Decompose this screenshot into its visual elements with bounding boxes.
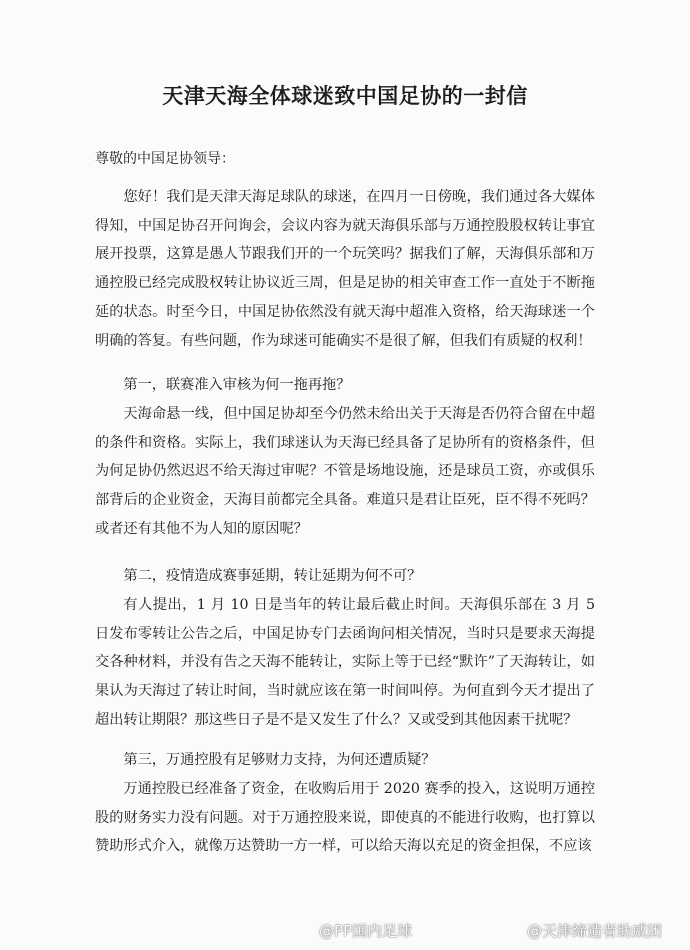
section-heading-1: 第一，联赛准入审核为何一拖再拖？ bbox=[123, 377, 351, 393]
watermark-left-text: @PP国内足球 bbox=[319, 922, 413, 940]
section-heading-2: 第二，疫情造成赛事延期，转让延期为何不可？ bbox=[123, 568, 422, 584]
watermark-right bbox=[503, 920, 662, 941]
section-paragraph-2: 有人提出，1 月 10 日是当年的转让最后截止时间。天海俱乐部在 3 月 5 日发布零转让公告之后，中国足协专门去函询问相关情况，当时只是要求天海提交各种材料，并没有告之天海不能转让，实际上等于已经“默许”了天海转让，如果认为天海过了转让时间，当时就应该在第一时间叫停。为何直到今天才提出了超出转让期限？那这些日子是不是又发生了什么？又或受到其他因素干扰呢？ bbox=[95, 597, 595, 728]
weibo-icon bbox=[503, 923, 523, 939]
letter-title: 天津天海全体球迷致中国足协的一封信 bbox=[162, 84, 528, 108]
watermark-right-text: @天津缔造者助威团 bbox=[527, 922, 663, 940]
section-paragraph-1: 天海命悬一线，但中国足协却至今仍然未给出关于天海是否仍符合留在中超的条件和资格。实际上，我们球迷认为天海已经具备了足协所有的资格条件，但为何足协仍然迟迟不给天海过审呢？不管是场地设施，还是球员工资，亦或俱乐部背后的企业资金，天海目前都完全具备。难道只是君让臣死，臣不得不死吗？或者还有其他不为人知的原因呢？ bbox=[95, 406, 595, 537]
intro-paragraph: 您好！我们是天津天海足球队的球迷，在四月一日傍晚，我们通过各大媒体得知，中国足协召开问询会，会议内容为就天海俱乐部与万通控股股权转让事宜展开投票，这算是愚人节跟我们开的一个玩笑吗？据我们了解，天海俱乐部和万通控股已经完成股权转让协议近三周，但是足协的相关审查工作一直处于不断拖延的状态。时至今日，中国足协依然没有就天海中超准入资格，给天海球迷一个明确的答复。有些问题，作为球迷可能确实不是很了解，但我们有质疑的权利！ bbox=[95, 189, 595, 349]
salutation: 尊敬的中国足协领导： bbox=[95, 151, 235, 167]
watermark-left bbox=[295, 920, 412, 941]
section-heading-3: 第三，万通控股有足够财力支持，为何还遭质疑？ bbox=[123, 752, 436, 768]
weibo-icon bbox=[295, 923, 315, 939]
section-paragraph-3: 万通控股已经准备了资金，在收购后用于 2020 赛季的投入，这说明万通控股的财务实力没有问题。对于万通控股来说，即使真的不能进行收购，也打算以赞助形式介入，就像万达赞助一方一样，可以给天海以充足的资金担保，不应该 bbox=[95, 781, 595, 855]
